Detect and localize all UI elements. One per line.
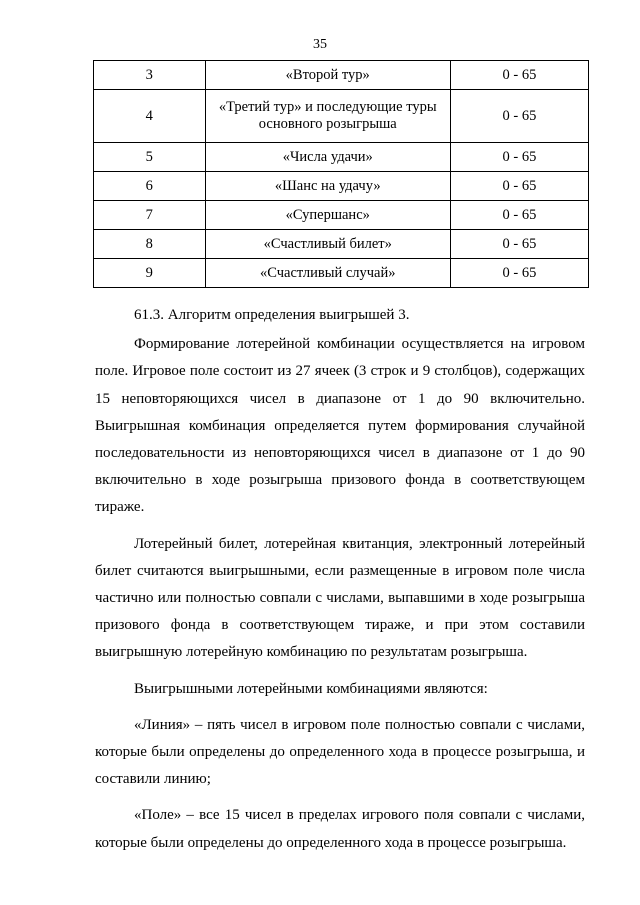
page-number: 35 — [313, 37, 327, 52]
paragraph: Формирование лотерейной комбинации осуществляется на игровом поле. Игровое поле состоит из 27 ячеек (3 строк и 9 столбцов), содержащих 15 неповторяющихся чисел в диапазоне от 1 до 90 включительно. Выигрышная комбинация определяется путем формирования случайной последовательности из неповторяющихся чисел в диапазоне от 1 до 90 включительно в ходе розыгрыша призового фонда в соответствующем тираже. — [95, 336, 585, 516]
range-cell: 0 - 65 — [450, 201, 588, 230]
round-name-line: основного розыгрыша — [258, 116, 397, 132]
row-number-cell: 8 — [94, 230, 206, 259]
range-cell: 0 - 65 — [450, 143, 588, 172]
table-row — [94, 259, 589, 288]
round-name-cell: «Счастливый билет» — [205, 230, 450, 259]
rounds-table — [93, 60, 589, 288]
row-number-cell: 9 — [94, 259, 206, 288]
range-cell: 0 - 65 — [450, 90, 588, 143]
range-cell: 0 - 65 — [450, 259, 588, 288]
range-cell: 0 - 65 — [450, 230, 588, 259]
paragraph: «Линия» – пять чисел в игровом поле полностью совпали с числами, которые были определены до определенного хода в процессе розыгрыша, и составили линию; — [95, 716, 585, 788]
table-row — [94, 172, 589, 201]
paragraph: «Поле» – все 15 чисел в пределах игрового поля совпали с числами, которые были определены до определенного хода в процессе розыгрыша. — [95, 807, 585, 851]
row-number-cell: 6 — [94, 172, 206, 201]
round-name-line: «Третий тур» и последующие туры — [218, 99, 437, 115]
row-number-cell: 7 — [94, 201, 206, 230]
table-row — [94, 143, 589, 172]
table-row — [94, 90, 589, 143]
paragraph: Лотерейный билет, лотерейная квитанция, электронный лотерейный билет считаются выигрышными, если размещенные в игровом поле числа частично или полностью совпали с числами, выпавшими в ходе розыгрыша призового фонда в соответствующем тираже, и при этом составили выигрышную лотерейную комбинацию по результатам розыгрыша. — [95, 535, 585, 661]
round-name-cell: «Супершанс» — [205, 201, 450, 230]
round-name-cell: «Числа удачи» — [205, 143, 450, 172]
row-number-cell: 5 — [94, 143, 206, 172]
round-name-cell: «Счастливый случай» — [205, 259, 450, 288]
paragraph: Выигрышными лотерейными комбинациями являются: — [134, 680, 488, 697]
table-row — [94, 61, 589, 90]
row-number-cell: 4 — [94, 90, 206, 143]
row-number-cell: 3 — [94, 61, 206, 90]
range-cell: 0 - 65 — [450, 61, 588, 90]
body-text — [95, 302, 585, 857]
table-row — [94, 201, 589, 230]
section-heading: 61.3. Алгоритм определения выигрышей 3. — [134, 307, 410, 323]
table-row — [94, 230, 589, 259]
round-name-cell: «Второй тур» — [205, 61, 450, 90]
round-name-cell — [205, 90, 450, 143]
range-cell: 0 - 65 — [450, 172, 588, 201]
round-name-cell: «Шанс на удачу» — [205, 172, 450, 201]
